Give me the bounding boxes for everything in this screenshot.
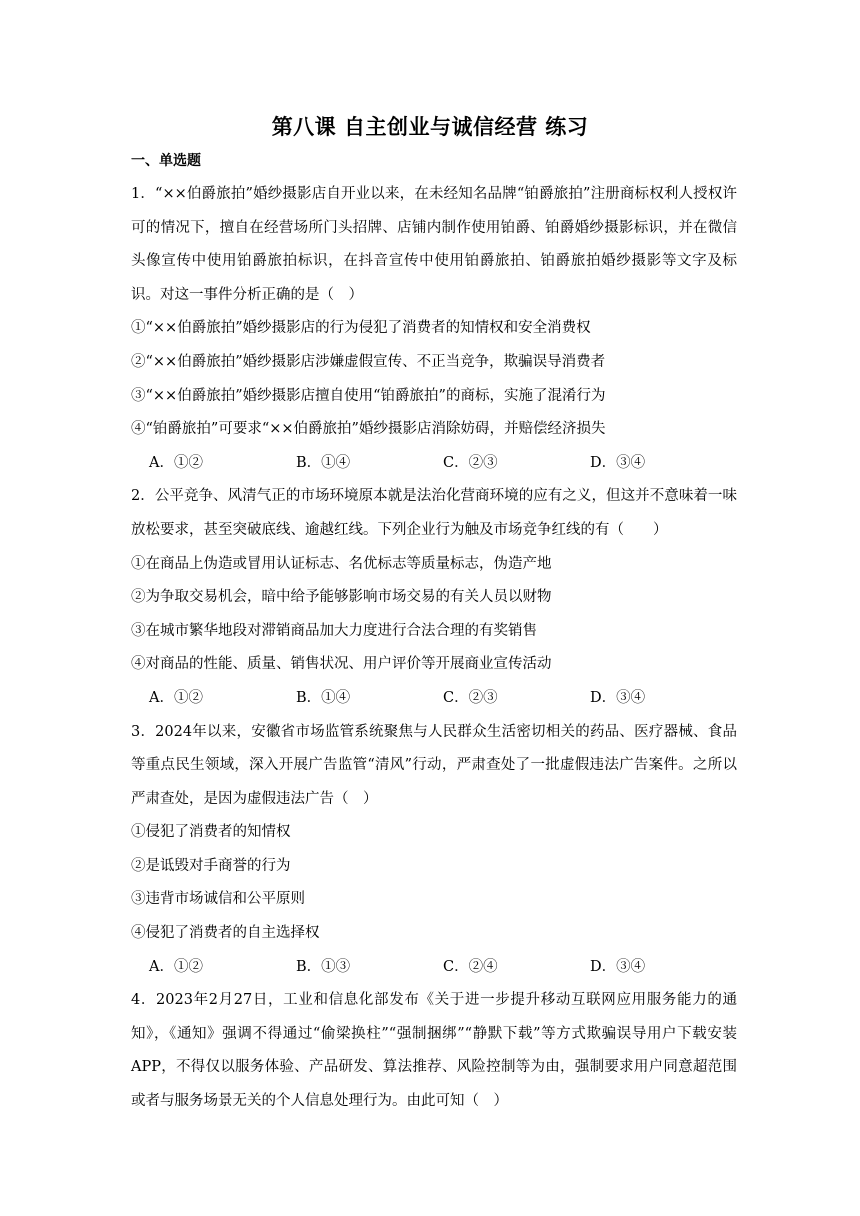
question-list — [131, 178, 737, 1119]
choice-item: ③“××伯爵旅拍”婚纱摄影店擅自使用“铂爵旅拍”的商标，实施了混淆行为 — [131, 387, 606, 404]
answer-options — [131, 682, 737, 716]
section-heading: 一、单选题 — [131, 153, 201, 169]
question-stem: 1．“××伯爵旅拍”婚纱摄影店自开业以来，在未经知名品牌“铂爵旅拍”注册商标权利人授权许可的情况下，擅自在经营场所门头招牌、店铺内制作使用铂爵、铂爵婚纱摄影标识，并在微信头像宣传中使用铂爵旅拍标识，在抖音宣传中使用铂爵旅拍、铂爵旅拍婚纱摄影等文字及标识。对这一事件分析正确的是（ ） — [131, 186, 737, 303]
question-4 — [131, 984, 737, 1118]
question-2 — [131, 480, 737, 715]
choice-item: ③在城市繁华地段对滞销商品加大力度进行合法合理的有奖销售 — [131, 622, 537, 639]
question-stem: 3．2024年以来，安徽省市场监管系统聚焦与人民群众生活密切相关的药品、医疗器械、食品等重点民生领域，深入开展广告监管“清风”行动，严肃查处了一批虚假违法广告案件。之所以严肃查处，是因为虚假违法广告（ ） — [131, 723, 737, 807]
option-a: A．①② — [149, 454, 203, 471]
choice-item: ①侵犯了消费者的知情权 — [131, 824, 291, 841]
option-b: B．①③ — [296, 958, 351, 975]
choice-item: ②是诋毁对手商誉的行为 — [131, 857, 291, 874]
option-d: D．③④ — [590, 689, 646, 706]
choice-item: ④“铂爵旅拍”可要求“××伯爵旅拍”婚纱摄影店消除妨碍，并赔偿经济损失 — [131, 421, 606, 438]
option-a: A．①② — [149, 958, 203, 975]
option-d: D．③④ — [590, 958, 646, 975]
option-a: A．①② — [149, 689, 203, 706]
option-b: B．①④ — [296, 689, 351, 706]
question-stem: 4．2023年2月27日，工业和信息化部发布《关于进一步提升移动互联网应用服务能力的通知》，《通知》强调不得通过“偷梁换柱”“强制捆绑”“静默下载”等方式欺骗误导用户下载安装APP，不得仅以服务体验、产品研发、算法推荐、风险控制等为由，强制要求用户同意超范围或者与服务场景无关的个人信息处理行为。由此可知（ ） — [131, 992, 737, 1110]
choice-item: ②“××伯爵旅拍”婚纱摄影店涉嫌虚假宣传、不正当竞争，欺骗误导消费者 — [131, 353, 606, 370]
choice-item: ①在商品上伪造或冒用认证标志、名优标志等质量标志，伪造产地 — [131, 555, 552, 572]
page-title: 第八课 自主创业与诚信经营 练习 — [271, 115, 589, 139]
question-3 — [131, 716, 737, 985]
option-c: C．②③ — [443, 689, 498, 706]
option-c: C．②③ — [443, 454, 498, 471]
choice-item: ②为争取交易机会，暗中给予能够影响市场交易的有关人员以财物 — [131, 589, 552, 606]
answer-options — [131, 951, 737, 985]
question-stem: 2．公平竞争、风清气正的市场环境原本就是法治化营商环境的应有之义，但这并不意味着一味放松要求，甚至突破底线、逾越红线。下列企业行为触及市场竞争红线的有（ ） — [131, 488, 737, 538]
question-1 — [131, 178, 737, 480]
option-b: B．①④ — [296, 454, 351, 471]
option-c: C．②④ — [443, 958, 498, 975]
option-d: D．③④ — [590, 454, 646, 471]
choice-item: ④侵犯了消费者的自主选择权 — [131, 925, 320, 942]
choice-item: ③违背市场诚信和公平原则 — [131, 891, 305, 908]
choice-item: ④对商品的性能、质量、销售状况、用户评价等开展商业宣传活动 — [131, 656, 552, 673]
answer-options — [131, 447, 737, 481]
choice-item: ①“××伯爵旅拍”婚纱摄影店的行为侵犯了消费者的知情权和安全消费权 — [131, 320, 591, 337]
